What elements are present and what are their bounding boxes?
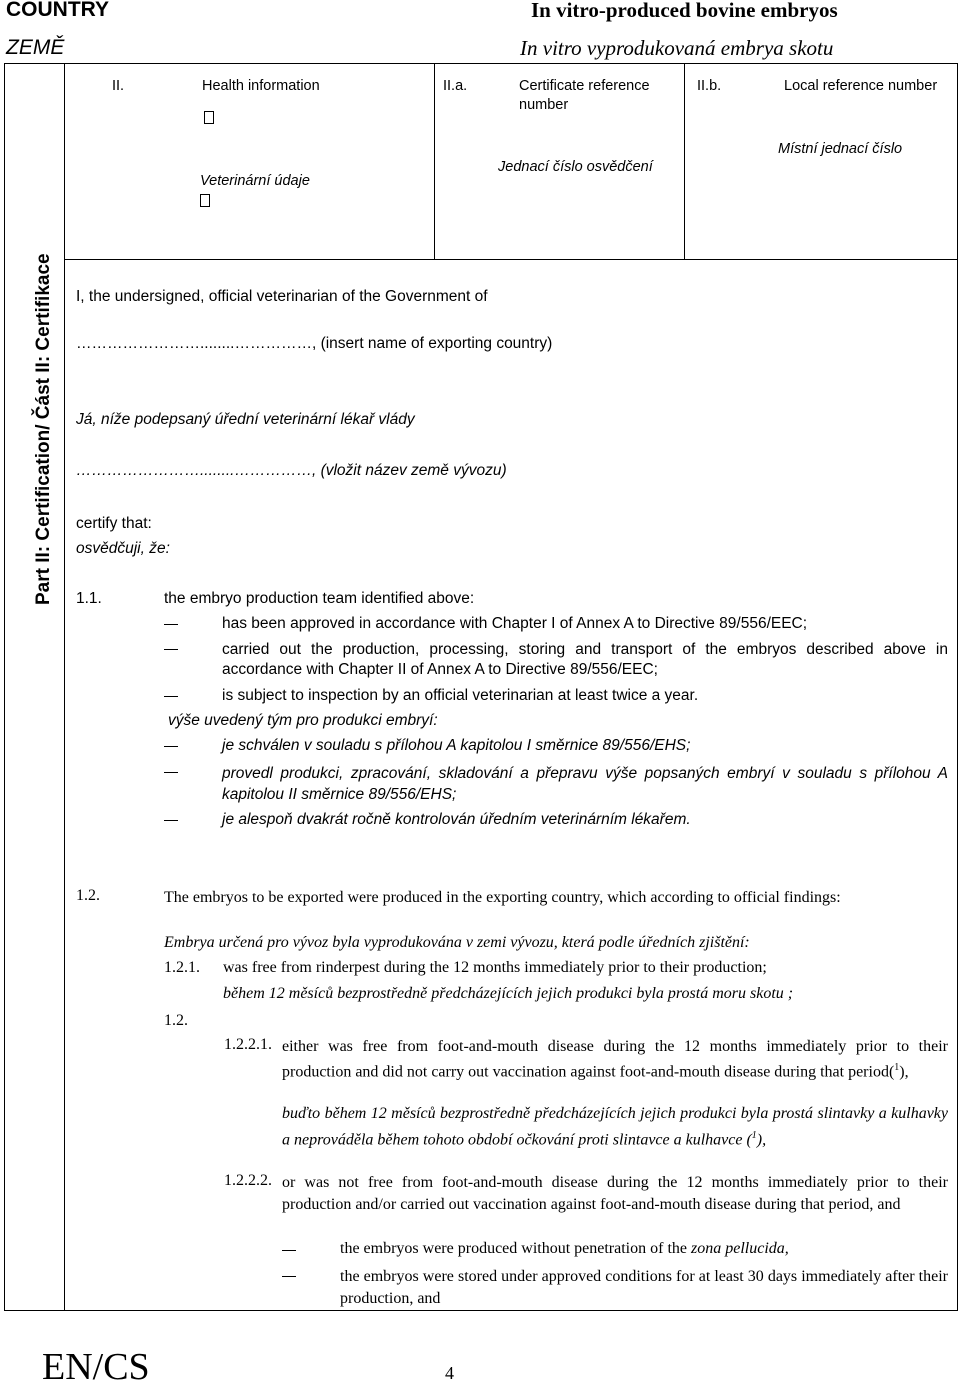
section-1-2-2-1-text-en: either was free from foot-and-mouth disease during the 12 months immediately prior to their production and did not carry out vaccination against foot-and-mouth disease during that period($^1$), <box>282 1038 948 1081</box>
list-dash <box>164 746 178 747</box>
list-dash <box>164 624 178 625</box>
footnote-ref: 1 <box>751 1129 757 1141</box>
exporting-country-line-cz: ……………………........……………, (vložit název země vývozu) <box>76 462 507 479</box>
list-dash <box>164 772 178 773</box>
checkbox-icon <box>204 111 214 129</box>
section-1-2-1-text-en: was free from rinderpest during the 12 months immediately prior to their production; <box>223 959 767 976</box>
section-1-2-number: 1.2. <box>76 887 100 904</box>
language-code: EN/CS <box>42 1346 150 1388</box>
section-1-1-intro-cz: výše uvedený tým pro produkci embryí: <box>168 712 438 729</box>
section-1-1-intro-en: the embryo production team identified above: <box>164 590 475 607</box>
sub-item-zona-pellucida: the embryos were produced without penetration of the zona pellucida, <box>340 1240 789 1257</box>
table-left-border <box>4 63 5 1311</box>
certify-that-cz: osvědčuji, že: <box>76 540 170 557</box>
header-divider-2 <box>684 63 685 259</box>
footnote-ref: 1 <box>894 1062 900 1073</box>
undersigned-text-en: I, the undersigned, official veterinarian of the Government of <box>76 288 488 305</box>
side-label-part-ii: Part II: Certification/ Část II: Certifikace <box>33 253 54 605</box>
section-1-2-1-text-cz: během 12 měsíců bezprostředně předcházejících jejich produkci byla prostá moru skotu ; <box>223 985 794 1002</box>
exporting-country-line-en: ……………………........……………, (insert name of exporting country) <box>76 335 553 352</box>
list-dash <box>282 1276 296 1277</box>
header-divider-1 <box>434 63 435 259</box>
undersigned-text-cz: Já, níže podepsaný úřední veterinární lékař vlády <box>76 411 415 428</box>
section-1-1-item-en: has been approved in accordance with Chapter I of Annex A to Directive 89/556/EEC; <box>222 615 808 632</box>
local-ref-number-code: II.b. <box>697 78 722 94</box>
cert-ref-label-line1: Certificate reference <box>519 78 650 94</box>
section-1-2-text-cz: Embrya určená pro vývoz byla vyprodukována v zemi vývozu, která podle úředních zjištění: <box>164 934 750 951</box>
section-1-1-item-en: carried out the production, processing, storing and transport of the embryos described above in accordance with Chapter II of Annex A to Directive 89/556/EEC; <box>222 641 948 678</box>
section-1-1-item-cz: je schválen v souladu s přílohou A kapitolou I směrnice 89/556/EHS; <box>222 737 691 754</box>
local-ref-label: Local reference number <box>784 78 938 94</box>
local-ref-label-cz: Místní jednací číslo <box>778 141 903 157</box>
section-1-2-2-1-text-cz: buďto během 12 měsíců bezprostředně předcházejících jejich produkci byla prostá slintavky a kulhavky a neprováděla během tohoto období očkování proti slintavce a kulhavce ($^1$), <box>282 1105 948 1148</box>
table-bottom-border <box>4 1310 958 1311</box>
document-title-en: In vitro-produced bovine embryos <box>531 0 838 22</box>
list-dash <box>164 649 178 650</box>
health-information-label: Health information <box>202 78 320 94</box>
cert-ref-label-line2: number <box>519 97 569 113</box>
section-1-2-1-number: 1.2.1. <box>164 959 200 976</box>
section-1-2-text-en: The embryos to be exported were produced in the exporting country, which according to official findings: <box>164 889 841 906</box>
checkbox-icon <box>200 194 210 212</box>
section-1-1-item-cz: provedl produkci, zpracování, skladování a přepravu výše popsaných embryí v souladu s přílohou A kapitolou II směrnice 89/556/EHS; <box>222 765 948 803</box>
section-1-1-item-en: is subject to inspection by an official veterinarian at least twice a year. <box>222 687 699 704</box>
table-top-border <box>4 63 958 64</box>
country-label-en: COUNTRY <box>6 0 110 21</box>
section-1-2-2-2-number: 1.2.2.2. <box>224 1172 272 1189</box>
list-dash <box>164 696 178 697</box>
table-right-border <box>957 63 958 1311</box>
section-1-1-item-cz: je alespoň dvakrát ročně kontrolován úředním veterinárním lékařem. <box>222 811 691 828</box>
part-number: II. <box>112 78 125 94</box>
list-dash <box>164 820 178 821</box>
section-1-1-number: 1.1. <box>76 590 102 607</box>
section-1-2-2-2-text-en: or was not free from foot-and-mouth disease during the 12 months immediately prior to their production and/or carried out vaccination against foot-and-mouth disease during that period, and <box>282 1174 948 1213</box>
cert-ref-number-code: II.a. <box>443 78 468 94</box>
section-1-2-2-number: 1.2. <box>164 1012 188 1029</box>
sub-item-storage: the embryos were stored under approved conditions for at least 30 days immediately after their production, and <box>340 1268 948 1307</box>
header-bottom-border <box>64 259 958 260</box>
list-dash <box>282 1250 296 1251</box>
document-title-cz: In vitro vyprodukovaná embrya skotu <box>520 36 834 60</box>
veterinarni-udaje-label: Veterinární údaje <box>200 173 310 189</box>
page-number: 4 <box>445 1363 454 1383</box>
country-label-cz: ZEMĚ <box>6 36 65 59</box>
side-column-divider <box>64 63 65 1311</box>
section-1-2-2-1-number: 1.2.2.1. <box>224 1036 272 1053</box>
cert-ref-label-cz: Jednací číslo osvědčení <box>498 159 653 175</box>
certify-that-en: certify that: <box>76 515 152 532</box>
